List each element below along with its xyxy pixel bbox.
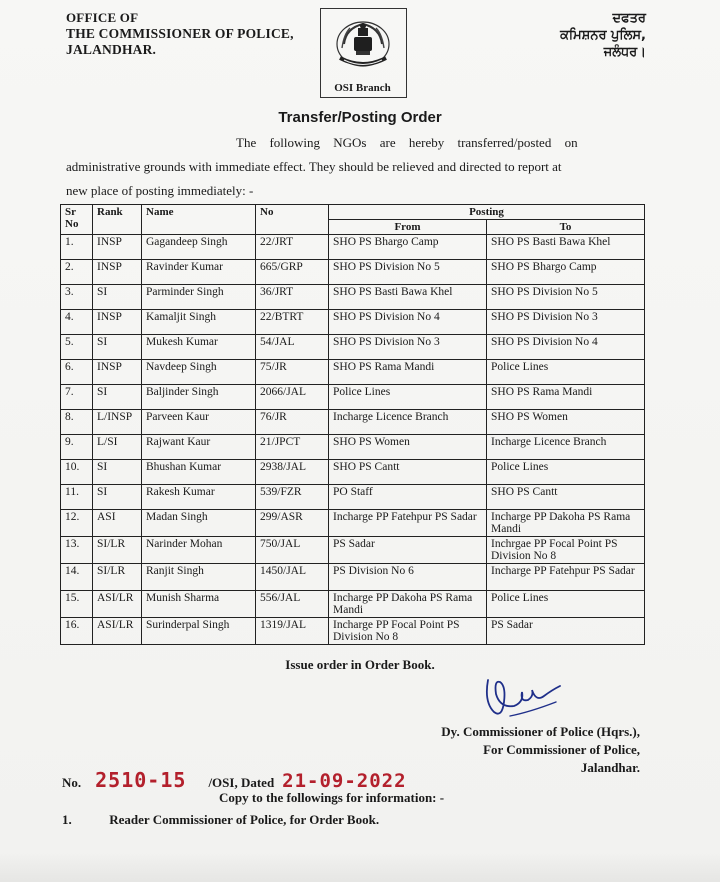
cell-from: PO Staff [329,485,487,510]
cell-no: 22/BTRT [256,310,329,335]
table-row [61,460,645,485]
dispatch-osi-label: /OSI, Dated [208,775,275,790]
cell-name: Ravinder Kumar [142,260,256,285]
signatory-block [441,723,640,777]
cell-from: SHO PS Rama Mandi [329,360,487,385]
cell-name: Rajwant Kaur [142,435,256,460]
cell-rank: SI [93,485,142,510]
header-name: Name [142,205,256,235]
cell-from: SHO PS Division No 3 [329,335,487,360]
cell-sr: 10. [61,460,93,485]
cell-rank: ASI [93,510,142,537]
body-line-2: administrative grounds with immediate effect. They should be relieved and directed to report at [66,159,562,174]
signature-mark [480,672,570,722]
cell-from: PS Division No 6 [329,564,487,591]
page-bottom-shadow [0,852,720,882]
header-from: From [329,220,487,235]
office-line-2: THE COMMISSIONER OF POLICE, [66,26,294,41]
cell-name: Munish Sharma [142,591,256,618]
cell-name: Baljinder Singh [142,385,256,410]
cell-from: SHO PS Division No 5 [329,260,487,285]
cell-sr: 7. [61,385,93,410]
cell-no: 76/JR [256,410,329,435]
cell-sr: 16. [61,618,93,645]
cell-rank: ASI/LR [93,618,142,645]
cell-name: Parveen Kaur [142,410,256,435]
cell-no: 21/JPCT [256,435,329,460]
cell-no: 750/JAL [256,537,329,564]
cell-from: Incharge Licence Branch [329,410,487,435]
table-row [61,235,645,260]
cell-rank: SI/LR [93,537,142,564]
table-row [61,385,645,410]
table-row [61,285,645,310]
cell-from: SHO PS Division No 4 [329,310,487,335]
punjabi-line-1: ਦਫਤਰ [612,11,646,26]
cell-sr: 2. [61,260,93,285]
recipient-text: Reader Commissioner of Police, for Order Book. [109,812,380,827]
header-sr-no: Sr No [61,205,93,235]
signatory-line-2: For Commissioner of Police, [483,742,640,757]
dispatch-date: 21-09-2022 [282,770,407,792]
cell-no: 75/JR [256,360,329,385]
cell-rank: SI [93,335,142,360]
punjabi-line-3: ਜਲੰਧਰ। [603,45,646,60]
posting-table-body [61,235,645,645]
cell-name: Mukesh Kumar [142,335,256,360]
table-row [61,618,645,645]
cell-from: Incharge PP Dakoha PS Rama Mandi [329,591,487,618]
cell-no: 665/GRP [256,260,329,285]
cell-to: SHO PS Cantt [487,485,645,510]
order-body [66,131,646,203]
cell-name: Ranjit Singh [142,564,256,591]
cell-rank: ASI/LR [93,591,142,618]
cell-rank: SI/LR [93,564,142,591]
cell-rank: L/SI [93,435,142,460]
signatory-line-1: Dy. Commissioner of Police (Hqrs.), [441,724,640,739]
cell-sr: 8. [61,410,93,435]
cell-sr: 13. [61,537,93,564]
dispatch-line [62,768,407,792]
office-line-1: OFFICE OF [66,10,139,25]
cell-name: Navdeep Singh [142,360,256,385]
cell-rank: INSP [93,310,142,335]
issue-note: Issue order in Order Book. [285,657,435,672]
recipient-number: 1. [62,812,72,827]
punjabi-line-2: ਕਮਿਸ਼ਨਰ ਪੁਲਿਸ, [560,28,646,43]
cell-name: Madan Singh [142,510,256,537]
cell-to: Police Lines [487,460,645,485]
cell-name: Surinderpal Singh [142,618,256,645]
cell-sr: 15. [61,591,93,618]
header-no: No [256,205,329,235]
cell-rank: SI [93,285,142,310]
punjabi-header [560,10,646,61]
cell-name: Gagandeep Singh [142,235,256,260]
cell-no: 54/JAL [256,335,329,360]
table-row [61,435,645,460]
body-line-1: The following NGOs are hereby transferred/posted on [236,135,578,150]
recipient-item [62,812,379,828]
table-row [61,410,645,435]
cell-sr: 6. [61,360,93,385]
cell-to: SHO PS Bhargo Camp [487,260,645,285]
cell-from: Police Lines [329,385,487,410]
cell-to: Incharge PP Dakoha PS Rama Mandi [487,510,645,537]
cell-name: Kamaljit Singh [142,310,256,335]
header-posting: Posting [329,205,645,220]
cell-no: 2066/JAL [256,385,329,410]
cell-sr: 11. [61,485,93,510]
cell-no: 539/FZR [256,485,329,510]
table-row [61,485,645,510]
cell-rank: L/INSP [93,410,142,435]
cell-name: Narinder Mohan [142,537,256,564]
order-title: Transfer/Posting Order [278,109,442,126]
cell-no: 36/JRT [256,285,329,310]
posting-table [60,204,645,645]
table-row [61,537,645,564]
table-row [61,591,645,618]
cell-rank: SI [93,385,142,410]
cell-no: 2938/JAL [256,460,329,485]
cell-from: SHO PS Women [329,435,487,460]
cell-to: Police Lines [487,591,645,618]
cell-no: 22/JRT [256,235,329,260]
cell-sr: 12. [61,510,93,537]
table-row [61,260,645,285]
cell-from: Incharge PP Fatehpur PS Sadar [329,510,487,537]
branch-label: OSI Branch [334,82,391,94]
cell-from: SHO PS Bhargo Camp [329,235,487,260]
office-header [66,10,294,58]
cell-no: 556/JAL [256,591,329,618]
copy-to-line: Copy to the followings for information: - [219,790,445,805]
cell-to: SHO PS Division No 4 [487,335,645,360]
cell-sr: 5. [61,335,93,360]
cell-to: Incharge PP Fatehpur PS Sadar [487,564,645,591]
office-line-3: JALANDHAR. [66,42,157,57]
cell-rank: INSP [93,360,142,385]
cell-to: SHO PS Women [487,410,645,435]
cell-name: Bhushan Kumar [142,460,256,485]
cell-from: Incharge PP Focal Point PS Division No 8 [329,618,487,645]
table-row [61,510,645,537]
table-row [61,310,645,335]
signatory-line-3: Jalandhar. [580,760,640,775]
cell-no: 1450/JAL [256,564,329,591]
cell-from: PS Sadar [329,537,487,564]
police-emblem-icon [330,14,396,74]
cell-to: Police Lines [487,360,645,385]
dispatch-no-label: No. [62,775,82,790]
table-row [61,360,645,385]
body-line-3: new place of posting immediately: - [66,183,254,198]
cell-to: SHO PS Division No 5 [487,285,645,310]
cell-name: Parminder Singh [142,285,256,310]
cell-to: PS Sadar [487,618,645,645]
dispatch-number: 2510-15 [95,768,187,792]
cell-sr: 9. [61,435,93,460]
cell-sr: 3. [61,285,93,310]
cell-sr: 1. [61,235,93,260]
cell-rank: SI [93,460,142,485]
cell-to: SHO PS Rama Mandi [487,385,645,410]
cell-name: Rakesh Kumar [142,485,256,510]
cell-to: SHO PS Basti Bawa Khel [487,235,645,260]
cell-to: Inchrgae PP Focal Point PS Division No 8 [487,537,645,564]
cell-from: SHO PS Basti Bawa Khel [329,285,487,310]
table-row [61,564,645,591]
cell-from: SHO PS Cantt [329,460,487,485]
cell-to: Incharge Licence Branch [487,435,645,460]
header-rank: Rank [93,205,142,235]
cell-rank: INSP [93,235,142,260]
cell-sr: 4. [61,310,93,335]
table-row [61,335,645,360]
header-to: To [487,220,645,235]
cell-rank: INSP [93,260,142,285]
cell-no: 299/ASR [256,510,329,537]
cell-sr: 14. [61,564,93,591]
cell-to: SHO PS Division No 3 [487,310,645,335]
cell-no: 1319/JAL [256,618,329,645]
